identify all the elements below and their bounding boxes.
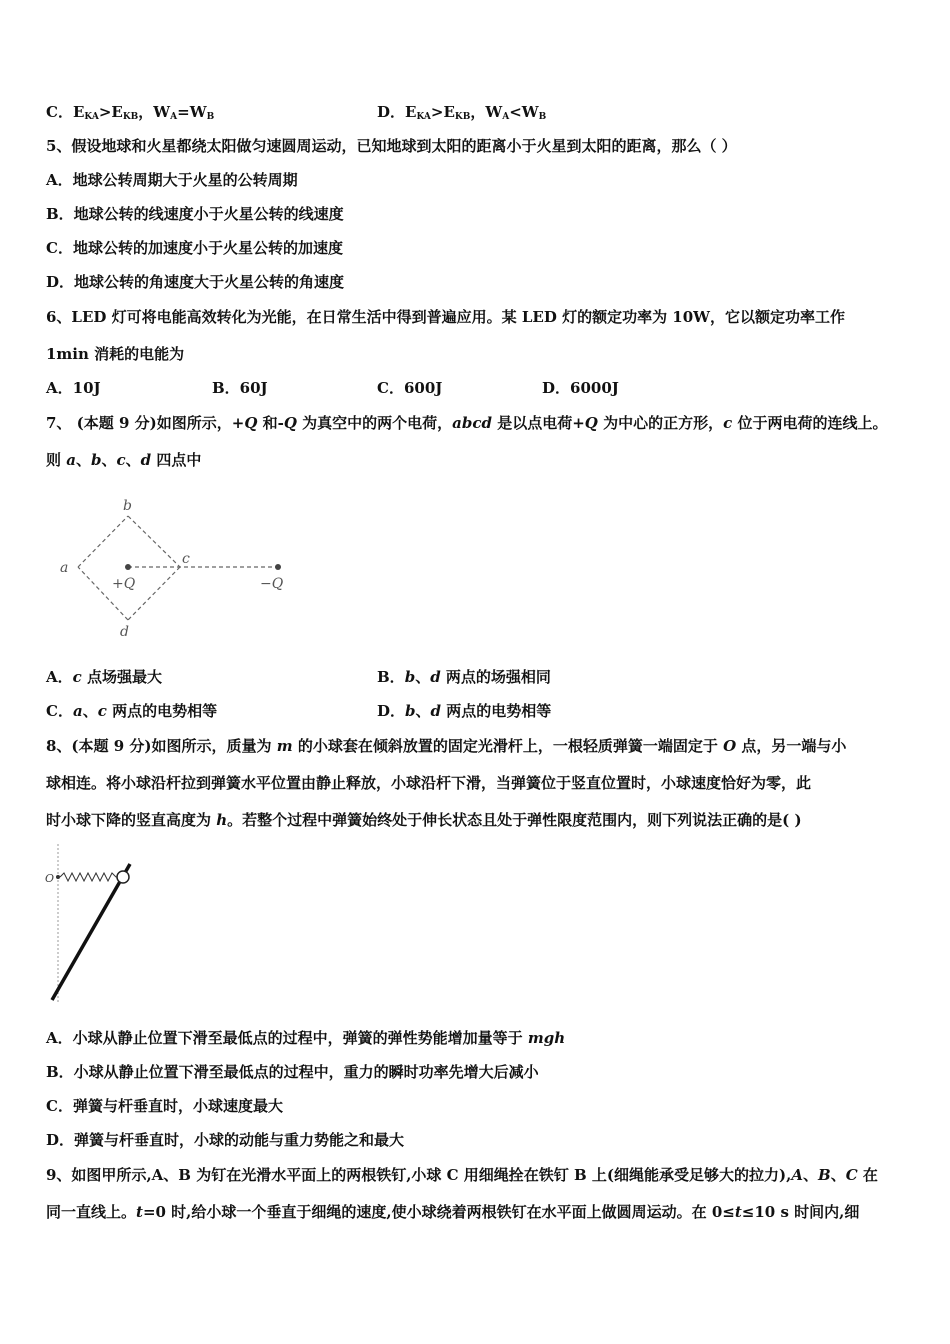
q4-option-c: C．$E_{KA}>E_{KB}$，$W_A=W_B$ <box>46 103 215 122</box>
spring <box>60 873 118 881</box>
square-edge-cd <box>128 567 180 620</box>
pivot-o-dot <box>56 875 60 879</box>
q6-stem-line2: 1min 消耗的电能为 <box>46 345 185 363</box>
q5-option-a: A．地球公转周期大于火星的公转周期 <box>46 171 298 189</box>
label-b: b <box>123 498 132 514</box>
q8-stem-line3: 时小球下降的竖直高度为 h。若整个过程中弹簧始终处于伸长状态且处于弹性限度范围内，则下列说法正确的是( ) <box>46 811 802 829</box>
ball <box>117 871 129 883</box>
q7-option-d: D．b、d 两点的电势相等 <box>377 702 552 720</box>
label-c: c <box>182 551 190 567</box>
q9-stem-line1: 9、如图甲所示,A、B 为钉在光滑水平面上的两根铁钉,小球 C 用细绳拴在铁钉 B 上(细绳能承受足够大的拉力),A、B、C 在 <box>46 1166 878 1184</box>
q8-option-b: B．小球从静止位置下滑至最低点的过程中，重力的瞬时功率先增大后减小 <box>46 1063 539 1081</box>
q9-stem-line2: 同一直线上。t=0 时,给小球一个垂直于细绳的速度,使小球绕着两根铁钉在水平面上做圆周运动。在 0≤t≤10 s 时间内,细 <box>46 1203 860 1221</box>
q6-stem-line1: 6、LED 灯可将电能高效转化为光能，在日常生活中得到普遍应用。某 LED 灯的额定功率为 10W，它以额定功率工作 <box>46 308 846 326</box>
q4-option-c-text: $E_{KA}>E_{KB}$，$W_A=W_B$ <box>72 103 215 122</box>
q7-option-c: C．a、c 两点的电势相等 <box>46 702 218 720</box>
q8-option-d: D．弹簧与杆垂直时，小球的动能与重力势能之和最大 <box>46 1131 405 1149</box>
q5-option-d: D．地球公转的角速度大于火星公转的角速度 <box>46 273 345 291</box>
q8-option-a: A．小球从静止位置下滑至最低点的过程中，弹簧的弹性势能增加量等于 mgh <box>46 1029 566 1047</box>
q6-option-d: D．6000J <box>542 379 619 397</box>
q8-option-c: C．弹簧与杆垂直时，小球速度最大 <box>46 1097 283 1115</box>
q5-stem: 5、假设地球和火星都绕太阳做匀速圆周运动，已知地球到太阳的距离小于火星到太阳的距离，那么（ ） <box>46 137 737 155</box>
q7-stem-line2: 则 a、b、c、d 四点中 <box>46 451 202 469</box>
q7-stem-line1: 7、 (本题 9 分)如图所示，+Q 和-Q 为真空中的两个电荷，abcd 是以点电荷+Q 为中心的正方形，c 位于两电荷的连线上。 <box>46 414 888 432</box>
q4-option-d-text: $E_{KA}>E_{KB}$，$W_A<W_B$ <box>405 103 547 122</box>
square-edge-da <box>78 567 128 620</box>
q8-stem-line1: 8、(本题 9 分)如图所示，质量为 m 的小球套在倾斜放置的固定光滑杆上，一根轻质弹簧一端固定于 O 点，另一端与小 <box>46 737 847 755</box>
label-negative-q: −Q <box>260 576 284 592</box>
q7-charges-figure <box>50 492 300 644</box>
q7-option-b: B．b、d 两点的场强相同 <box>377 668 551 686</box>
label-positive-q: +Q <box>112 576 136 592</box>
q8-spring-rod-figure <box>40 842 140 1004</box>
positive-charge-dot <box>125 564 131 570</box>
negative-charge-dot <box>275 564 281 570</box>
q6-option-a: A．10J <box>46 379 101 397</box>
q8-stem-line2: 球相连。将小球沿杆拉到弹簧水平位置由静止释放，小球沿杆下滑，当弹簧位于竖直位置时，小球速度恰好为零，此 <box>46 774 812 792</box>
q5-option-b: B．地球公转的线速度小于火星公转的线速度 <box>46 205 344 223</box>
q7-option-a: A．c 点场强最大 <box>46 668 163 686</box>
q5-option-c: C．地球公转的加速度小于火星公转的加速度 <box>46 239 343 257</box>
q6-option-b: B．60J <box>212 379 268 397</box>
label-a: a <box>60 560 69 576</box>
label-d: d <box>120 624 129 640</box>
q6-option-c: C．600J <box>377 379 443 397</box>
square-edge-bc <box>128 516 180 567</box>
q4-option-d: D．$E_{KA}>E_{KB}$，$W_A<W_B$ <box>377 103 547 122</box>
square-edge-ab <box>78 516 128 567</box>
smooth-rod <box>52 864 130 1000</box>
label-o: O <box>45 872 55 885</box>
